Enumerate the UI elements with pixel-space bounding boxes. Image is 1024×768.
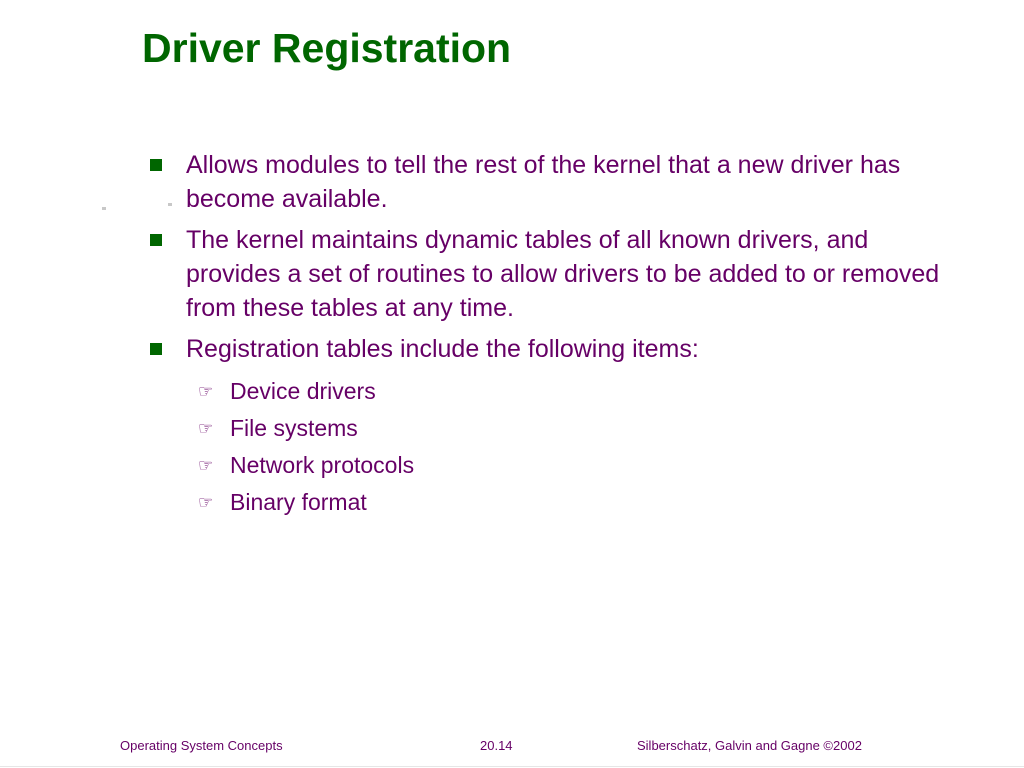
bullet-text: Allows modules to tell the rest of the kernel that a new driver has become available. bbox=[186, 151, 901, 213]
footer-course-name: Operating System Concepts bbox=[120, 738, 283, 753]
sub-bullet-text: Binary format bbox=[230, 489, 367, 515]
pointing-hand-icon: ☞ bbox=[198, 382, 214, 401]
sub-bullet-item bbox=[150, 484, 940, 521]
slide-title: Driver Registration bbox=[142, 25, 512, 71]
square-bullet-icon bbox=[150, 234, 162, 246]
sub-bullet-text: Network protocols bbox=[230, 452, 415, 478]
square-bullet-icon bbox=[150, 159, 162, 171]
pointing-hand-icon: ☞ bbox=[198, 456, 214, 475]
footer-divider bbox=[0, 766, 1024, 767]
footer-copyright: Silberschatz, Galvin and Gagne ©2002 bbox=[637, 738, 862, 753]
sub-bullet-item bbox=[150, 447, 940, 484]
square-bullet-icon bbox=[150, 343, 162, 355]
bullet-item bbox=[150, 148, 940, 216]
decorative-dot bbox=[102, 207, 106, 210]
pointing-hand-icon: ☞ bbox=[198, 419, 214, 438]
sub-bullet-text: File systems bbox=[230, 415, 358, 441]
bullet-list bbox=[150, 148, 940, 521]
bullet-item bbox=[150, 332, 940, 366]
sub-bullet-item bbox=[150, 410, 940, 447]
footer-slide-number: 20.14 bbox=[480, 738, 513, 753]
sub-bullet-list bbox=[150, 373, 940, 521]
bullet-item bbox=[150, 223, 940, 325]
sub-bullet-text: Device drivers bbox=[230, 378, 376, 404]
sub-bullet-item bbox=[150, 373, 940, 410]
bullet-text: The kernel maintains dynamic tables of all known drivers, and provides a set of routines to allow drivers to be added to or removed from these tables at any time. bbox=[186, 226, 940, 322]
bullet-text: Registration tables include the following items: bbox=[186, 335, 699, 363]
pointing-hand-icon: ☞ bbox=[198, 493, 214, 512]
